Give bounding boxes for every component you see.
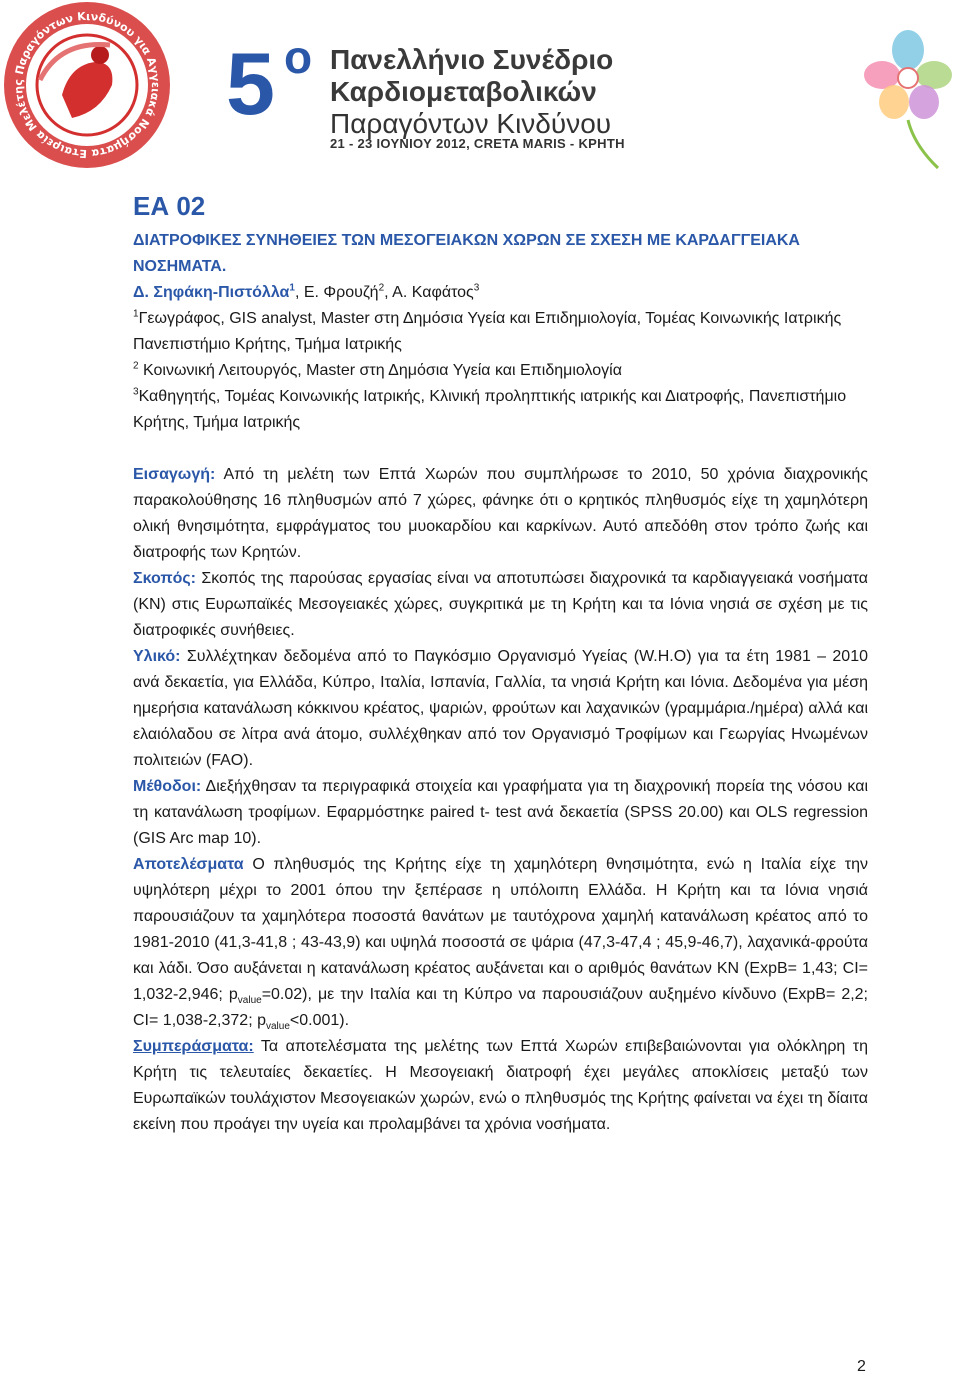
material-label: Υλικό: [133,648,181,665]
section-results: Αποτελέσματα Ο πληθυσμός της Κρήτης είχε τη χαμηλότερη θνησιμότητα, ενώ η Ιταλία είχε την υψηλότερη μέχρι το 2001 όπου την ξεπέρασε η υπόλοιπη Ελλάδα. Η Κρήτη και τα Ιόνια νησιά παρουσιάζουν τα χαμηλότερα ποσοστά θανάτων με ταυτόχρονα χαμηλή κατανάλωση κρέατος από το 1981-2010 (41,3-41,8 ; 43-43,9) και υψηλά ποσοστά σε ψάρια (47,3-47,4 ; 45,9-46,7), λαχανικά-φρούτα και λάδι. Όσο αυξάνεται η κατανάλωση κρέατος αυξάνεται και ο αριθμός θανάτων ΚΝ (ExpB= 1,43; CI= 1,032-2,946; $p_{value}=0.02$), με την Ιταλία και τη Κύπρο να παρουσιάζουν αυξημένο κίνδυνο (ExpB= 2,2; CI= 1,038-2,372; $p_{value}<0.001$). [133,856,869,1033]
conclusions-label: Συμπεράσματα: [133,1038,254,1055]
abstract-code: ΕΑ 02 [133,191,206,221]
section-material: Υλικό: Συλλέχτηκαν δεδομένα από το Παγκόσμιο Οργανισμό Υγείας (W.H.O) για τα έτη 1981 – 2010 ανά δεκαετία, για Ελλάδα, Κύπρο, Ιταλία, Ισπανία, Γαλλία, τα νησιά Κρήτη και Ιόνια. Δεδομένα για μέση ημερήσια κατανάλωση κόκκινου κρέατος, ψαριών, φρούτων και λαχανικών (γραμμάρια./ημέρα) αλλά και ελαιόλαδου σε λίτρα ανά άτομο, συλλέχθηκαν από τον Οργανισμό Τροφίμων και Γεωργίας Ηνωμένων πολιτειών (FAO). [133,648,868,769]
flower-logo-icon [860,20,956,170]
conference-number-superscript: ο [284,31,313,83]
affiliation-1: $^1$Γεωγράφος, GIS analyst, Master στη Δημόσια Υγεία και Επιδημιολογία, Τομέας Κοινωνικής Ιατρικής Πανεπιστήμιο Κρήτης, Τμήμα Ιατρικής [133,308,842,353]
conference-title [330,44,613,140]
page-number: 2 [857,1358,866,1375]
section-methods: Μέθοδοι: Διεξήχθησαν τα περιγραφικά στοιχεία και γραφήματα για τη διαχρονική πορεία της νόσου και τη κατανάλωση τροφίμων. Εφαρμόστηκε paired t- test ανά δεκαετία (SPSS 20.00) και OLS regression (GIS Arc map 10). [133,778,868,847]
affiliation-3: $^3$Καθηγητής, Τομέας Κοινωνικής Ιατρικής, Κλινική προληπτικής ιατρικής και Διατροφής, Πανεπιστήμιο Κρήτης, Τμήμα Ιατρικής [133,386,847,431]
conference-title-line2: Καρδιομεταβολικών [330,76,597,107]
author-third: , Α. Καφάτος [384,284,474,301]
section-introduction: Εισαγωγή: Από τη μελέτη των Επτά Χωρών που συμπλήρωσε το 2010, 50 χρόνια διαχρονικής παρακολούθησης 16 πληθυσμών από 7 χώρες, φάνηκε ότι ο κρητικός πληθυσμός είχε τη χαμηλότερη ολική θνησιμότητα, εμφράγματος του μυοκαρδίου και καρκίνων. Αυτό απεδόθη στον τρόπο ζωής και διατροφής των Κρητών. [133,466,868,561]
results-label: Αποτελέσματα [133,856,244,873]
aim-label: Σκοπός: [133,570,196,587]
abstract-title: ΔΙΑΤΡΟΦΙΚΕΣ ΣΥΝΗΘΕΙΕΣ ΤΩΝ ΜΕΣΟΓΕΙΑΚΩΝ ΧΩΡΩΝ ΣΕ ΣΧΕΣΗ ΜΕ ΚΑΡΔΑΓΓΕΙΑΚΑ ΝΟΣΗΜΑΤΑ. [133,232,800,275]
methods-label: Μέθοδοι: [133,778,202,795]
abstract [133,188,868,1138]
conference-title-line3: Παραγόντων Κινδύνου [330,108,612,139]
section-aim: Σκοπός: Σκοπός της παρούσας εργασίας είναι να αποτυπώσει διαχρονικά τα καρδιαγγειακά νοσήματα (ΚΝ) στις Ευρωπαϊκές Μεσογειακές χώρες, συγκριτικά με τη Κρήτη και τα Ιόνια νησιά σε σχέση με τις διατροφικές συνήθειες. [133,570,868,639]
author-list: Δ. Σηφάκη-Πιστόλλα$^1$, Ε. Φρουζή$^2$, Α. Καφάτος$^3$ [133,282,480,301]
author-second: , Ε. Φρουζή [294,284,379,301]
affiliation-2: $^2$ Κοινωνική Λειτουργός, Master στη Δημόσια Υγεία και Επιδημιολογία [133,360,622,379]
conference-date: 21 - 23 ΙΟΥΝΙΟΥ 2012, CRETA MARIS - ΚΡΗΤΗ [330,136,625,151]
conference-number: 5 [226,34,271,133]
section-conclusions: Συμπεράσματα: Τα αποτελέσματα της μελέτης των Επτά Χωρών επιβεβαιώνονται για ολόκληρη τη Κρήτη τις τελευταίες δεκαετίες. Η Μεσογειακή διατροφή έχει μεγάλες αποκλίσεις μεταξύ των Ευρωπαϊκών τουλάχιστον Μεσογειακών χωρών, ενώ ο πληθυσμός της Κρήτης φαίνεται να έχει τη δίαιτα εκείνη που προάγει την υγεία και προλαμβάνει τα χρόνια νοσήματα. [133,1038,868,1133]
society-logo-icon [0,0,175,175]
society-logo-text: Εταιρεία Μελέτης Παραγόντων Κινδύνου για Αγγειακά Νοσήματα [11,9,163,161]
introduction-label: Εισαγωγή: [133,466,216,483]
conference-title-line1: Πανελλήνιο Συνέδριο [330,44,614,75]
author-primary: Δ. Σηφάκη-Πιστόλλα$^1$ [133,282,295,301]
page-header [0,0,960,175]
